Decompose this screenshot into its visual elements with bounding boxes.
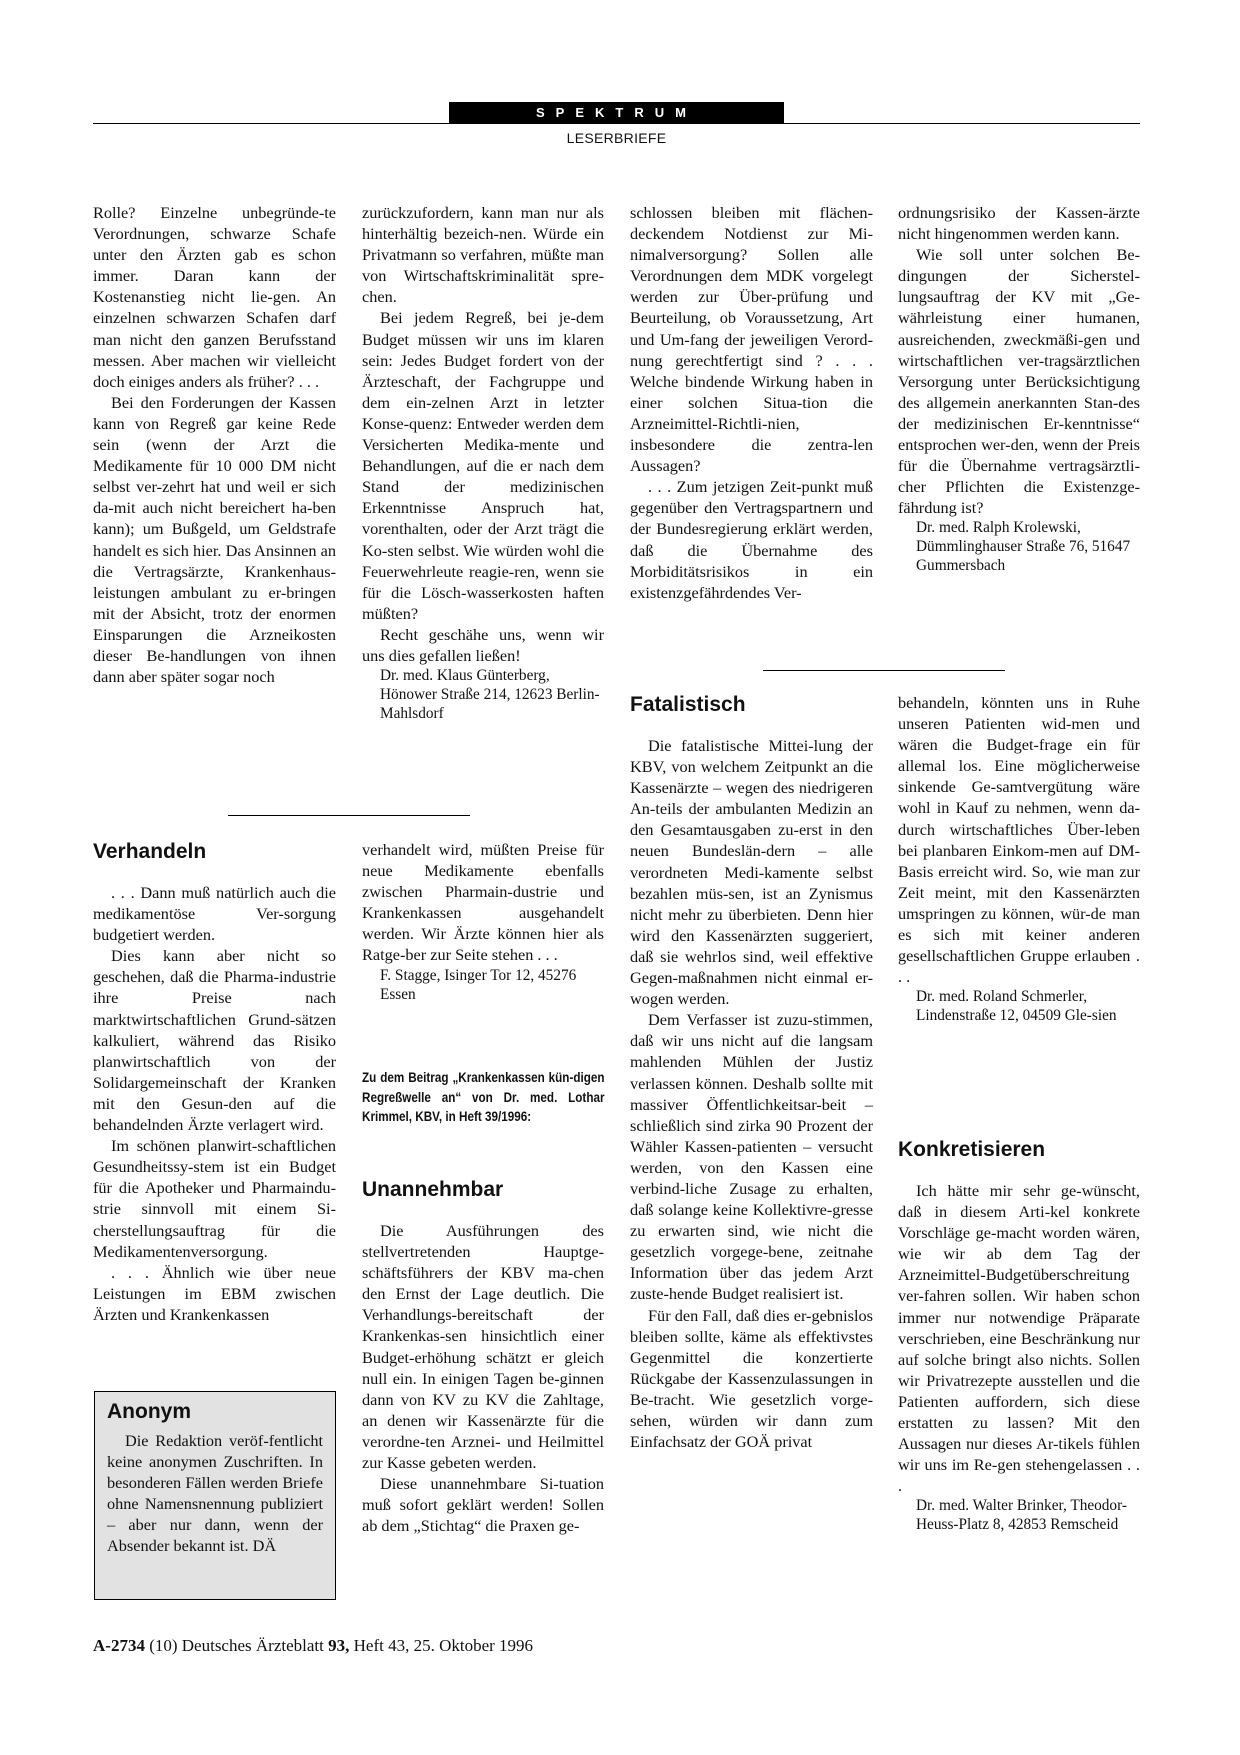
paragraph: Dem Verfasser ist zuzu-stimmen, daß wir uns nicht auf die langsam mahlenden Mühlen der Justiz verlassen können. Deshalb sollte mit massiver Öffentlichkeitsar-beit – schließlich sind zirka 90 Prozent der Wähler Kassen-patienten – versucht werden, von den Kassen eine verbind-liche Zusage zu erhalten, daß solange keine Kollektivre-gresse zu erwarten sind, wie nicht die gesetzlich vorgege-bene, zeitnahe Information über das jedem Arzt zuste-hende Budget realisiert ist.: [630, 1010, 873, 1304]
article-reference: Zu dem Beitrag „Krankenkassen kün-digen Regreßwelle an“ von Dr. med. Lothar Krimmel, KBV, in Heft 39/1996:: [362, 1070, 605, 1124]
letter-kv-col1: [93, 202, 336, 687]
signature: Dr. med. Klaus Günterberg, Hönower Straße 214, 12623 Berlin-Mahlsdorf: [380, 667, 600, 723]
paragraph: Die fatalistische Mittei-lung der KBV, von welchem Zeitpunkt an die Kassenärzte – wegen des niedrigeren An-teils der ambulanten Medizin an den Gesamtausgaben zu-erst in den neuen Bundeslän-dern – alle verordneten Medi-kamente selbst bezahlen müs-sen, ist an Zynismus nicht mehr zu überbieten. Denn hier wird den Kassenärzten suggeriert, daß sie wehrlos sind, weil effektive Gegen-maßnahmen nicht einmal er-wogen werden.: [630, 736, 873, 1009]
page-code: A-2734: [93, 1636, 145, 1655]
separator-rule: [763, 670, 1005, 671]
signature: Dr. med. Walter Brinker, Theodor-Heuss-Platz 8, 42853 Remscheid: [916, 1497, 1127, 1534]
paragraph: Ich hätte mir sehr ge-wünscht, daß in diesem Arti-kel konkrete Vorschläge ge-macht worden wären, wie wir ab dem Tag der Arzneimittel-Budgetüberschreitung ver-fahren sollen. Wir haben schon immer nur notwendige Präparate verschrieben, eine Beschränkung nur auf solche bringt also nichts. Sollen wir Privatrezepte ausstellen und die Patienten auffordern, sich diese erstatten zu lassen? Mit den Aussagen nur dieses Ar-tikels fühlen wir uns im Re-gen stehengelassen . . .: [898, 1181, 1140, 1496]
paragraph: . . . Ähnlich wie über neue Leistungen im EBM zwischen Ärzten und Krankenkassen: [93, 1262, 336, 1324]
footer-volume: 93,: [328, 1636, 350, 1655]
signature: Dr. med. Roland Schmerler, Lindenstraße 12, 04509 Gle-sien: [916, 988, 1117, 1025]
letter-verhandeln-col2: [362, 839, 604, 1004]
paragraph: Bei jedem Regreß, bei je-dem Budget müssen wir uns im klaren sein: Jedes Budget fordert von der Ärzteschaft, der Fachgruppe und dem ein-zelnen Arzt in letzter Konse-quenz: Entweder werden dem Versicherten Medika-mente und Behandlungen, auf die er nach dem Stand der medizinischen Erkenntnisse Anspruch hat, vorenthalten, oder der Arzt trägt die Ko-sten selbst. Wie würden wohl die Feuerwehrleute reagie-ren, wenn sie für die Lösch-wasserkosten haften müßten?: [362, 308, 604, 623]
letter-verhandeln-col1: [93, 882, 336, 1325]
paragraph: Im schönen planwirt-schaftlichen Gesundheitssy-stem ist ein Budget für die Apotheker und Pharmaindu-strie sinnvoll mit einem Si-cherstellungsauftrag für die Medikamentenversorgung.: [93, 1136, 336, 1261]
paragraph: verhandelt wird, müßten Preise für neue Medikamente ebenfalls zwischen Pharmain-dustrie und Krankenkassen ausgehandelt werden. Wir Ärzte können hier als Ratge-ber zur Seite stehen . . .: [362, 840, 604, 965]
paragraph: Rolle? Einzelne unbegründe-te Verordnungen, schwarze Schafe unter den Ärzten gab es schon immer. Daran kann der Kostenanstieg nicht lie-gen. An einzelnen schwarzen Schafen darf man nicht den ganzen Berufsstand messen. Aber machen wir vielleicht doch einiges anders als früher? . . .: [93, 203, 336, 391]
letter-fatalistisch-col3: [630, 735, 873, 1452]
paragraph: . . . Zum jetzigen Zeit-punkt muß gegenüber den Vertragspartnern und der Bundesregierung erklärt werden, daß die Übernahme des Morbiditätsrisikos in ein existenzgefährdendes Ver-: [630, 477, 873, 602]
paragraph: schlossen bleiben mit flächen-deckendem Notdienst zur Mi-nimalversorgung? Sollen alle Verordnungen dem MDK vorgelegt werden zur Über-prüfung und Beurteilung, ob Voraussetzung, Art und Um-fang der jeweiligen Verord-nung gerechtfertigt sind ? . . . Welche bindende Wirkung haben in einer solchen Situa-tion die Arzneimittel-Richtli-nien, insbesondere die zentra-len Aussagen?: [630, 203, 873, 476]
letter-heading-fatalistisch: Fatalistisch: [630, 693, 746, 716]
letter-kv-col2: [362, 202, 604, 723]
signature: Dr. med. Ralph Krolewski, Dümmlinghauser Straße 76, 51647 Gummersbach: [916, 519, 1131, 575]
paragraph: Bei den Forderungen der Kassen kann von Regreß gar keine Rede sein (wenn der Arzt die Medikamente für 10 000 DM nicht selbst ver-zehrt hat und weil er sich da-mit auch nicht bereichert ha-ben kann); um Bußgeld, um Geldstrafe handelt es sich hier. Das Ansinnen an die Vertragsärzte, Krankenhaus-leistungen ambulant zu er-bringen mit der Absicht, trotz der enormen Einsparungen die Arzneikosten dieser Be-handlungen von ihnen dann aber später sogar noch: [93, 392, 336, 687]
paragraph: Diese unannehmbare Si-tuation muß sofort geklärt werden! Sollen ab dem „Stichtag“ die Praxen ge-: [362, 1474, 604, 1536]
paragraph: Wie soll unter solchen Be-dingungen der Sicherstel-lungsauftrag der KV mit „Ge-währleistung einer humanen, ausreichenden, zweckmäßi-gen und wirtschaftlichen ver-tragsärztlichen Versorgung unter Berücksichtigung des allgemein anerkannten Stan-des der medizinischen Er-kenntnisse“ entsprochen wer-den, wenn der Preis für die Übernahme vertragsärztli-cher Pflichten die Existenzge-fährdung ist?: [898, 245, 1140, 518]
footer-journal: (10) Deutsches Ärzteblatt: [149, 1636, 324, 1655]
section-label: SPEKTRUM: [449, 102, 784, 123]
letter-fatalistisch-col4: [898, 692, 1140, 1025]
box-heading: Anonym: [107, 1400, 191, 1423]
letter-krolewski-col3: [630, 202, 873, 603]
page-footer: [93, 1635, 533, 1657]
paragraph: zurückzufordern, kann man nur als hinterhältig bezeich-nen. Würde ein Privatmann so verfahren, müßte man von Wirtschaftskriminalität spre-chen.: [362, 203, 604, 307]
header-rule: [93, 123, 1140, 124]
letter-konkretisieren: [898, 1180, 1140, 1534]
separator-rule: [228, 815, 470, 816]
paragraph: Die Ausführungen des stellvertretenden Hauptge-schäftsführers der KBV ma-chen den Ernst der Lage deutlich. Die Verhandlungs-bereitschaft der Krankenkas-sen hinsichtlich einer Budget-erhöhung schätzt er gleich null ein. In einigen Tagen be-ginnen dann von KV zu KV die Zahltage, an denen wir Kassenärzte für die verordne-ten Arznei- und Heilmittel zur Kasse gebeten werden.: [362, 1221, 604, 1473]
anonym-notice-box: [94, 1391, 336, 1600]
paragraph: ordnungsrisiko der Kassen-ärzte nicht hingenommen werden kann.: [898, 203, 1140, 244]
paragraph: behandeln, könnten uns in Ruhe unseren Patienten wid-men und wären die Budget-frage ein für allemal los. Eine möglicherweise sinkende Ge-samtvergütung wäre wohl in Kauf zu nehmen, wenn da-durch wirtschaftliches Über-leben bei planbaren Einkom-men auf DM-Basis erreicht wird. So, wie man zur Zeit meint, mit den Kassenärzten umspringen zu können, wür-de man es sich mit keiner anderen gesellschaftlichen Gruppe erlauben . . .: [898, 693, 1140, 987]
letter-heading-konkretisieren: Konkretisieren: [898, 1138, 1046, 1161]
subsection-label: LESERBRIEFE: [566, 130, 667, 146]
paragraph: Recht geschähe uns, wenn wir uns dies gefallen ließen!: [362, 624, 604, 665]
paragraph: . . . Dann muß natürlich auch die medikamentöse Ver-sorgung budgetiert werden.: [93, 883, 336, 945]
letter-krolewski-col4: [898, 202, 1140, 575]
letter-heading-verhandeln: Verhandeln: [93, 840, 207, 863]
box-text: Die Redaktion veröf-fentlicht keine anonymen Zuschriften. In besonderen Fällen werden Briefe ohne Namensnennung publiziert – aber nur dann, wenn der Absender bekannt ist. DÄ: [107, 1431, 323, 1556]
letter-unannehmbar: [362, 1220, 604, 1536]
paragraph: Dies kann aber nicht so geschehen, daß die Pharma-industrie ihre Preise nach marktwirtschaftlichen Grund-sätzen kalkuliert, während das Risiko planwirtschaftlich von der Solidargemeinschaft der Kranken mit den Gesun-den auf die behandelnden Ärzte verlagert wird.: [93, 946, 336, 1135]
paragraph: Für den Fall, daß dies er-gebnislos bleiben sollte, käme als effektivstes Gegenmittel die konzertierte Rückgabe der Kassenzulassungen in Be-tracht. Wie gesetzlich vorge-sehen, würden wir dann zum Einfachsatz der GOÄ privat: [630, 1305, 873, 1452]
footer-issue: Heft 43, 25. Oktober 1996: [353, 1636, 534, 1655]
letter-heading-unannehmbar: Unannehmbar: [362, 1178, 504, 1201]
signature: F. Stagge, Isinger Tor 12, 45276 Essen: [380, 966, 577, 1003]
